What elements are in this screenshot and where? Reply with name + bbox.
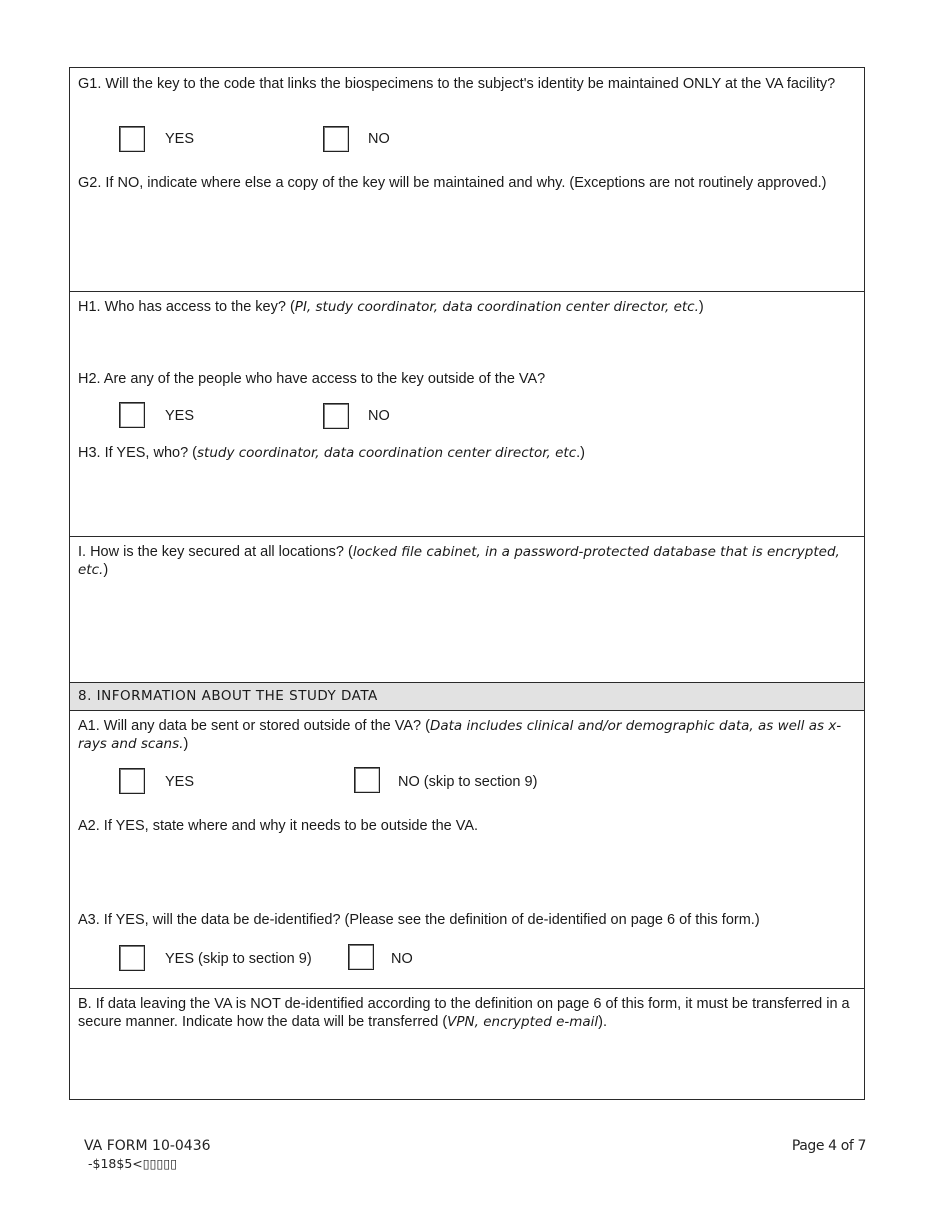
- question-b: [78, 995, 856, 1031]
- a3-yes-checkbox[interactable]: [119, 945, 145, 971]
- i-close: ): [103, 562, 109, 578]
- h2-yes-label: YES: [165, 408, 195, 424]
- section-g: [70, 68, 864, 292]
- form-page: [69, 67, 865, 1100]
- h1-examples: PI, study coordinator, data coordination center director, etc.: [294, 299, 699, 315]
- a1-yes-checkbox[interactable]: [119, 768, 145, 794]
- i-examples: locked file cabinet, in a password-protected database that is encrypted, etc.: [78, 544, 840, 578]
- question-a2: A2. If YES, state where and why it needs to be outside the VA.: [78, 818, 479, 834]
- a1-no-label: NO (skip to section 9): [398, 774, 538, 790]
- a3-no-checkbox[interactable]: [348, 944, 374, 970]
- question-h1: [78, 298, 856, 316]
- section-h: [70, 292, 864, 537]
- a3-no-label: NO: [391, 951, 413, 967]
- section-8-header: [70, 683, 864, 711]
- question-g2: G2. If NO, indicate where else a copy of the key will be maintained and why. (Exceptions are not routinely approved.): [78, 175, 827, 191]
- g1-yes-checkbox[interactable]: [119, 126, 145, 152]
- section-8a: [70, 711, 864, 989]
- form-date: -$18$5<▯▯▯▯▯: [88, 1156, 178, 1171]
- h3-text: H3. If YES, who? (: [78, 445, 198, 461]
- a1-yes-label: YES: [165, 774, 195, 790]
- h1-close: ): [698, 299, 704, 315]
- page-number: Page 4 of 7: [791, 1138, 866, 1154]
- form-name: VA FORM 10-0436: [84, 1138, 211, 1154]
- question-h3: [78, 444, 856, 462]
- h2-yes-checkbox[interactable]: [119, 402, 145, 428]
- g1-yes-label: YES: [165, 131, 195, 147]
- a3-yes-label: YES (skip to section 9): [165, 951, 312, 967]
- b-examples: VPN, encrypted e-mail: [447, 1014, 599, 1030]
- section-8b: [70, 989, 864, 1101]
- section-8-title: 8. INFORMATION ABOUT THE STUDY DATA: [78, 688, 378, 704]
- b-text: B. If data leaving the VA is NOT de-identified according to the definition on page 6 of this form, it must be transferred in a secure manner. Indicate how the data will be transferred (: [78, 996, 850, 1030]
- question-i: [78, 543, 856, 579]
- question-a3: A3. If YES, will the data be de-identified? (Please see the definition of de-identified on page 6 of this form.): [78, 912, 760, 928]
- a1-close: ): [183, 736, 189, 752]
- h3-close: .): [576, 445, 585, 461]
- h2-no-checkbox[interactable]: [323, 403, 349, 429]
- question-a1: [78, 717, 856, 753]
- g1-no-checkbox[interactable]: [323, 126, 349, 152]
- h3-examples: study coordinator, data coordination center director, etc: [197, 445, 577, 461]
- h1-text: H1. Who has access to the key? (: [78, 299, 295, 315]
- h2-no-label: NO: [368, 408, 390, 424]
- a1-examples: Data includes clinical and/or demographic data, as well as x-rays and scans.: [78, 718, 842, 752]
- g1-no-label: NO: [368, 131, 390, 147]
- b-close: ).: [598, 1014, 608, 1030]
- question-h2: H2. Are any of the people who have access to the key outside of the VA?: [78, 371, 546, 387]
- question-g1: G1. Will the key to the code that links the biospecimens to the subject's identity be maintained ONLY at the VA facility?: [78, 76, 836, 92]
- a1-no-checkbox[interactable]: [354, 767, 380, 793]
- a1-text: A1. Will any data be sent or stored outside of the VA? (: [78, 718, 430, 734]
- i-text: I. How is the key secured at all locations? (: [78, 544, 353, 560]
- section-i: [70, 537, 864, 683]
